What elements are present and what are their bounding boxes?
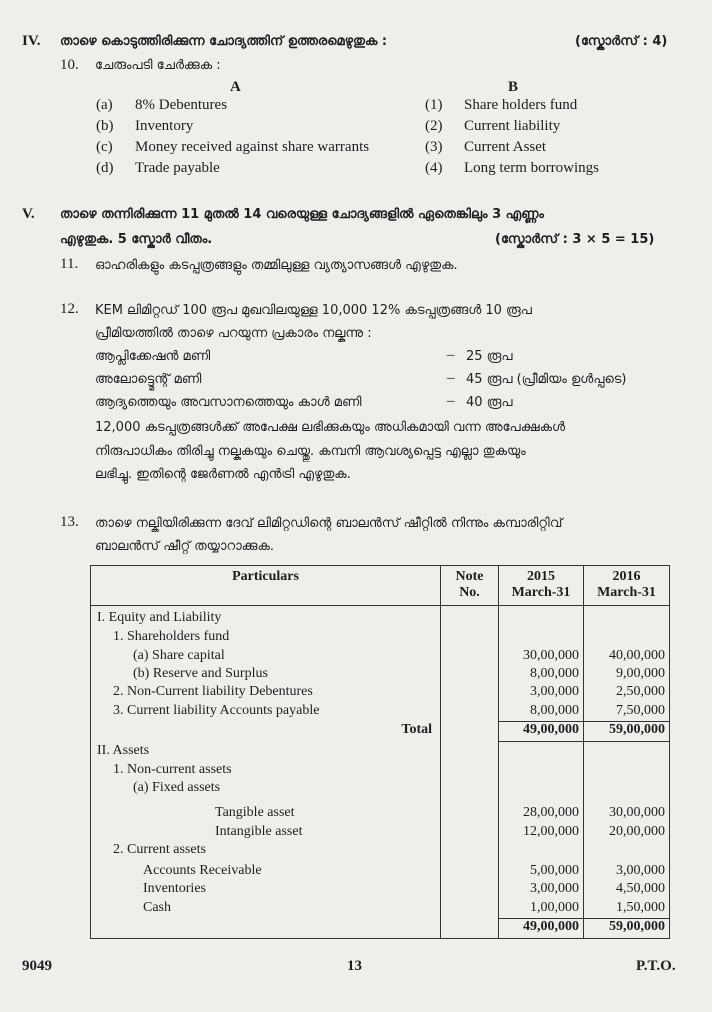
row-note	[441, 722, 499, 742]
header-note-no: Note No.	[441, 566, 499, 606]
q12-call-dash: –	[447, 393, 455, 409]
q10-a-label: (b)	[96, 118, 114, 134]
row-note	[441, 762, 499, 780]
row-label: (a) Share capital	[91, 648, 441, 666]
row-value-2016: 7,50,000	[584, 703, 670, 722]
table-row	[91, 629, 670, 647]
row-value-2015: 5,00,000	[499, 861, 584, 882]
page-number: 13	[347, 958, 362, 974]
table-row	[91, 824, 670, 842]
q10-b-label: (2)	[425, 118, 443, 134]
q12-call-amount: 40 രൂപ	[466, 395, 513, 410]
table-row	[91, 684, 670, 702]
q10-a-text: Trade payable	[135, 160, 220, 176]
q12-number: 12.	[60, 301, 79, 317]
row-label: Inventories	[91, 881, 441, 899]
row-value-2015: 3,00,000	[499, 684, 584, 702]
row-label: 2. Non-Current liability Debentures	[91, 684, 441, 702]
row-value-2016: 1,50,000	[584, 900, 670, 919]
row-note	[441, 861, 499, 882]
pto-label: P.T.O.	[636, 958, 676, 974]
table-row	[91, 703, 670, 722]
q13-line2: ബാലൻസ് ഷീറ്റ് തയ്യാറാക്കുക.	[95, 539, 275, 554]
row-value-2015	[499, 741, 584, 762]
row-label: II. Assets	[91, 741, 441, 762]
q10-b-text: Current Asset	[464, 139, 547, 155]
section-5-instruction-line1: താഴെ തന്നിരിക്കുന്ന 11 മുതൽ 14 വരെയുള്ള ചോദ്യങ്ങളിൽ ഏതെങ്കിലും 3 എണ്ണം	[60, 207, 544, 222]
q10-b-text: Long term borrowings	[464, 160, 599, 176]
row-label: Cash	[91, 900, 441, 919]
q10-a-label: (d)	[96, 160, 114, 176]
q10-col-a: A	[230, 79, 241, 95]
table-row	[91, 780, 670, 798]
q10-a-text: Inventory	[135, 118, 194, 134]
q12-line5: ലഭിച്ചു. ഇതിന്റെ ജേർണൽ എൻട്രി എഴുതുക.	[95, 467, 351, 482]
section-4-instruction: താഴെ കൊടുത്തിരിക്കുന്ന ചോദ്യത്തിന് ഉത്തരമെഴുതുക :	[60, 34, 388, 49]
total-value-2016: 59,00,000	[584, 722, 670, 742]
header-year-2015: 2015 March-31	[499, 566, 584, 606]
q12-call-dash: –	[447, 370, 455, 386]
q13-number: 13.	[60, 514, 79, 530]
table-row	[91, 900, 670, 919]
section-4-score: (സ്കോർസ് : 4)	[575, 34, 668, 49]
total-value-2015: 49,00,000	[499, 919, 584, 939]
table-row	[91, 842, 670, 860]
row-note	[441, 900, 499, 919]
row-note	[441, 780, 499, 798]
row-value-2015	[499, 762, 584, 780]
total-label	[91, 919, 441, 939]
q12-call-amount: 25 രൂപ	[466, 349, 513, 364]
q12-call-amount: 45 രൂപ (പ്രീമിയം ഉൾപ്പടെ)	[466, 372, 627, 387]
total-row	[91, 722, 670, 742]
q10-a-text: 8% Debentures	[135, 97, 228, 113]
row-value-2016	[584, 606, 670, 630]
q10-b-label: (3)	[425, 139, 443, 155]
row-value-2015	[499, 780, 584, 798]
row-label: Intangible asset	[91, 824, 441, 842]
row-note	[441, 606, 499, 630]
row-value-2016	[584, 629, 670, 647]
row-value-2016	[584, 780, 670, 798]
row-value-2016: 4,50,000	[584, 881, 670, 899]
table-row	[91, 861, 670, 882]
row-value-2016	[584, 762, 670, 780]
section-5-instruction-line2: എഴുതുക. 5 സ്കോർ വീതം.	[60, 232, 213, 247]
section-5-score: (സ്കോർസ് : 3 × 5 = 15)	[495, 232, 655, 247]
row-value-2015: 30,00,000	[499, 648, 584, 666]
table-row	[91, 762, 670, 780]
row-label: (b) Reserve and Surplus	[91, 666, 441, 684]
q10-b-label: (4)	[425, 160, 443, 176]
row-note	[441, 824, 499, 842]
row-note	[441, 799, 499, 824]
total-value-2016: 59,00,000	[584, 919, 670, 939]
table-header-row	[91, 566, 670, 606]
row-note	[441, 648, 499, 666]
row-value-2015: 8,00,000	[499, 703, 584, 722]
total-label: Total	[91, 722, 441, 742]
row-value-2016	[584, 842, 670, 860]
table-row	[91, 881, 670, 899]
row-note	[441, 741, 499, 762]
header-particulars: Particulars	[91, 566, 441, 606]
row-value-2015	[499, 842, 584, 860]
header-year-2016: 2016 March-31	[584, 566, 670, 606]
row-value-2016: 2,50,000	[584, 684, 670, 702]
total-value-2015: 49,00,000	[499, 722, 584, 742]
row-note	[441, 881, 499, 899]
q10-b-text: Current liability	[464, 118, 561, 134]
q12-line2: പ്രീമിയത്തിൽ താഴെ പറയുന്ന പ്രകാരം നല്കുന്നു :	[95, 326, 372, 341]
q12-call-label: ആദ്യത്തെയും അവസാനത്തെയും കാൾ മണി	[95, 395, 362, 410]
q12-line1: KEM ലിമിറ്റഡ് 100 രൂപ മുഖവിലയുള്ള 10,000 12% കടപ്പത്രങ്ങൾ 10 രൂപ	[95, 303, 532, 318]
q12-call-label: അലോട്ട്മെന്റ് മണി	[95, 372, 202, 387]
row-value-2016: 40,00,000	[584, 648, 670, 666]
table-row	[91, 648, 670, 666]
table-row	[91, 666, 670, 684]
q12-line4: നിരുപാധികം തിരിച്ചു നല്കുകയും ചെയ്തു. കമ്പനി ആവശ്യപ്പെട്ട എല്ലാ തുകയും	[95, 444, 526, 459]
row-label: 3. Current liability Accounts payable	[91, 703, 441, 722]
row-value-2015	[499, 629, 584, 647]
row-label: Accounts Receivable	[91, 861, 441, 882]
section-5-number: V.	[22, 206, 35, 222]
q11-number: 11.	[60, 256, 79, 272]
row-value-2015: 3,00,000	[499, 881, 584, 899]
row-value-2015: 28,00,000	[499, 799, 584, 824]
row-label: 1. Shareholders fund	[91, 629, 441, 647]
q13-line1: താഴെ നല്കിയിരിക്കുന്ന ദേവ് ലിമിറ്റഡിന്റെ ബാലൻസ് ഷീറ്റിൽ നിന്നും കമ്പാരിറ്റിവ്	[95, 516, 563, 531]
section-4-number: IV.	[22, 33, 41, 49]
row-value-2016: 3,00,000	[584, 861, 670, 882]
balance-sheet-table	[90, 565, 670, 939]
row-value-2016: 9,00,000	[584, 666, 670, 684]
row-note	[441, 629, 499, 647]
q10-number: 10.	[60, 57, 79, 73]
q10-b-text: Share holders fund	[464, 97, 578, 113]
q10-col-b: B	[508, 79, 519, 95]
q12-call-dash: –	[447, 347, 455, 363]
row-value-2016	[584, 741, 670, 762]
q10-a-label: (a)	[96, 97, 113, 113]
row-value-2016: 20,00,000	[584, 824, 670, 842]
row-value-2015	[499, 606, 584, 630]
q10-text: ചേരുംപടി ചേർക്കുക :	[95, 58, 221, 73]
row-label: I. Equity and Liability	[91, 606, 441, 630]
row-note	[441, 703, 499, 722]
row-label: (a) Fixed assets	[91, 780, 441, 798]
q10-b-label: (1)	[425, 97, 443, 113]
table-row	[91, 606, 670, 630]
row-value-2016: 30,00,000	[584, 799, 670, 824]
row-label: 2. Current assets	[91, 842, 441, 860]
q10-a-label: (c)	[96, 139, 113, 155]
row-label: Tangible asset	[91, 799, 441, 824]
q11-text: ഓഹരികളും കടപ്പത്രങ്ങളും തമ്മിലുള്ള വ്യത്യാസങ്ങൾ എഴുതുക.	[95, 258, 458, 273]
row-value-2015: 1,00,000	[499, 900, 584, 919]
q12-line3: 12,000 കടപ്പത്രങ്ങൾക്ക് അപേക്ഷ ലഭിക്കുകയും അധികമായി വന്ന അപേക്ഷകൾ	[95, 420, 566, 435]
row-note	[441, 684, 499, 702]
footer-code: 9049	[22, 958, 52, 974]
grand-total-row	[91, 919, 670, 939]
row-value-2015: 12,00,000	[499, 824, 584, 842]
row-value-2015: 8,00,000	[499, 666, 584, 684]
q10-a-text: Money received against share warrants	[135, 139, 370, 155]
row-note	[441, 842, 499, 860]
row-note	[441, 666, 499, 684]
table-row	[91, 741, 670, 762]
table-row	[91, 799, 670, 824]
q12-call-label: ആപ്ലിക്കേഷൻ മണി	[95, 349, 211, 364]
row-note	[441, 919, 499, 939]
row-label: 1. Non-current assets	[91, 762, 441, 780]
